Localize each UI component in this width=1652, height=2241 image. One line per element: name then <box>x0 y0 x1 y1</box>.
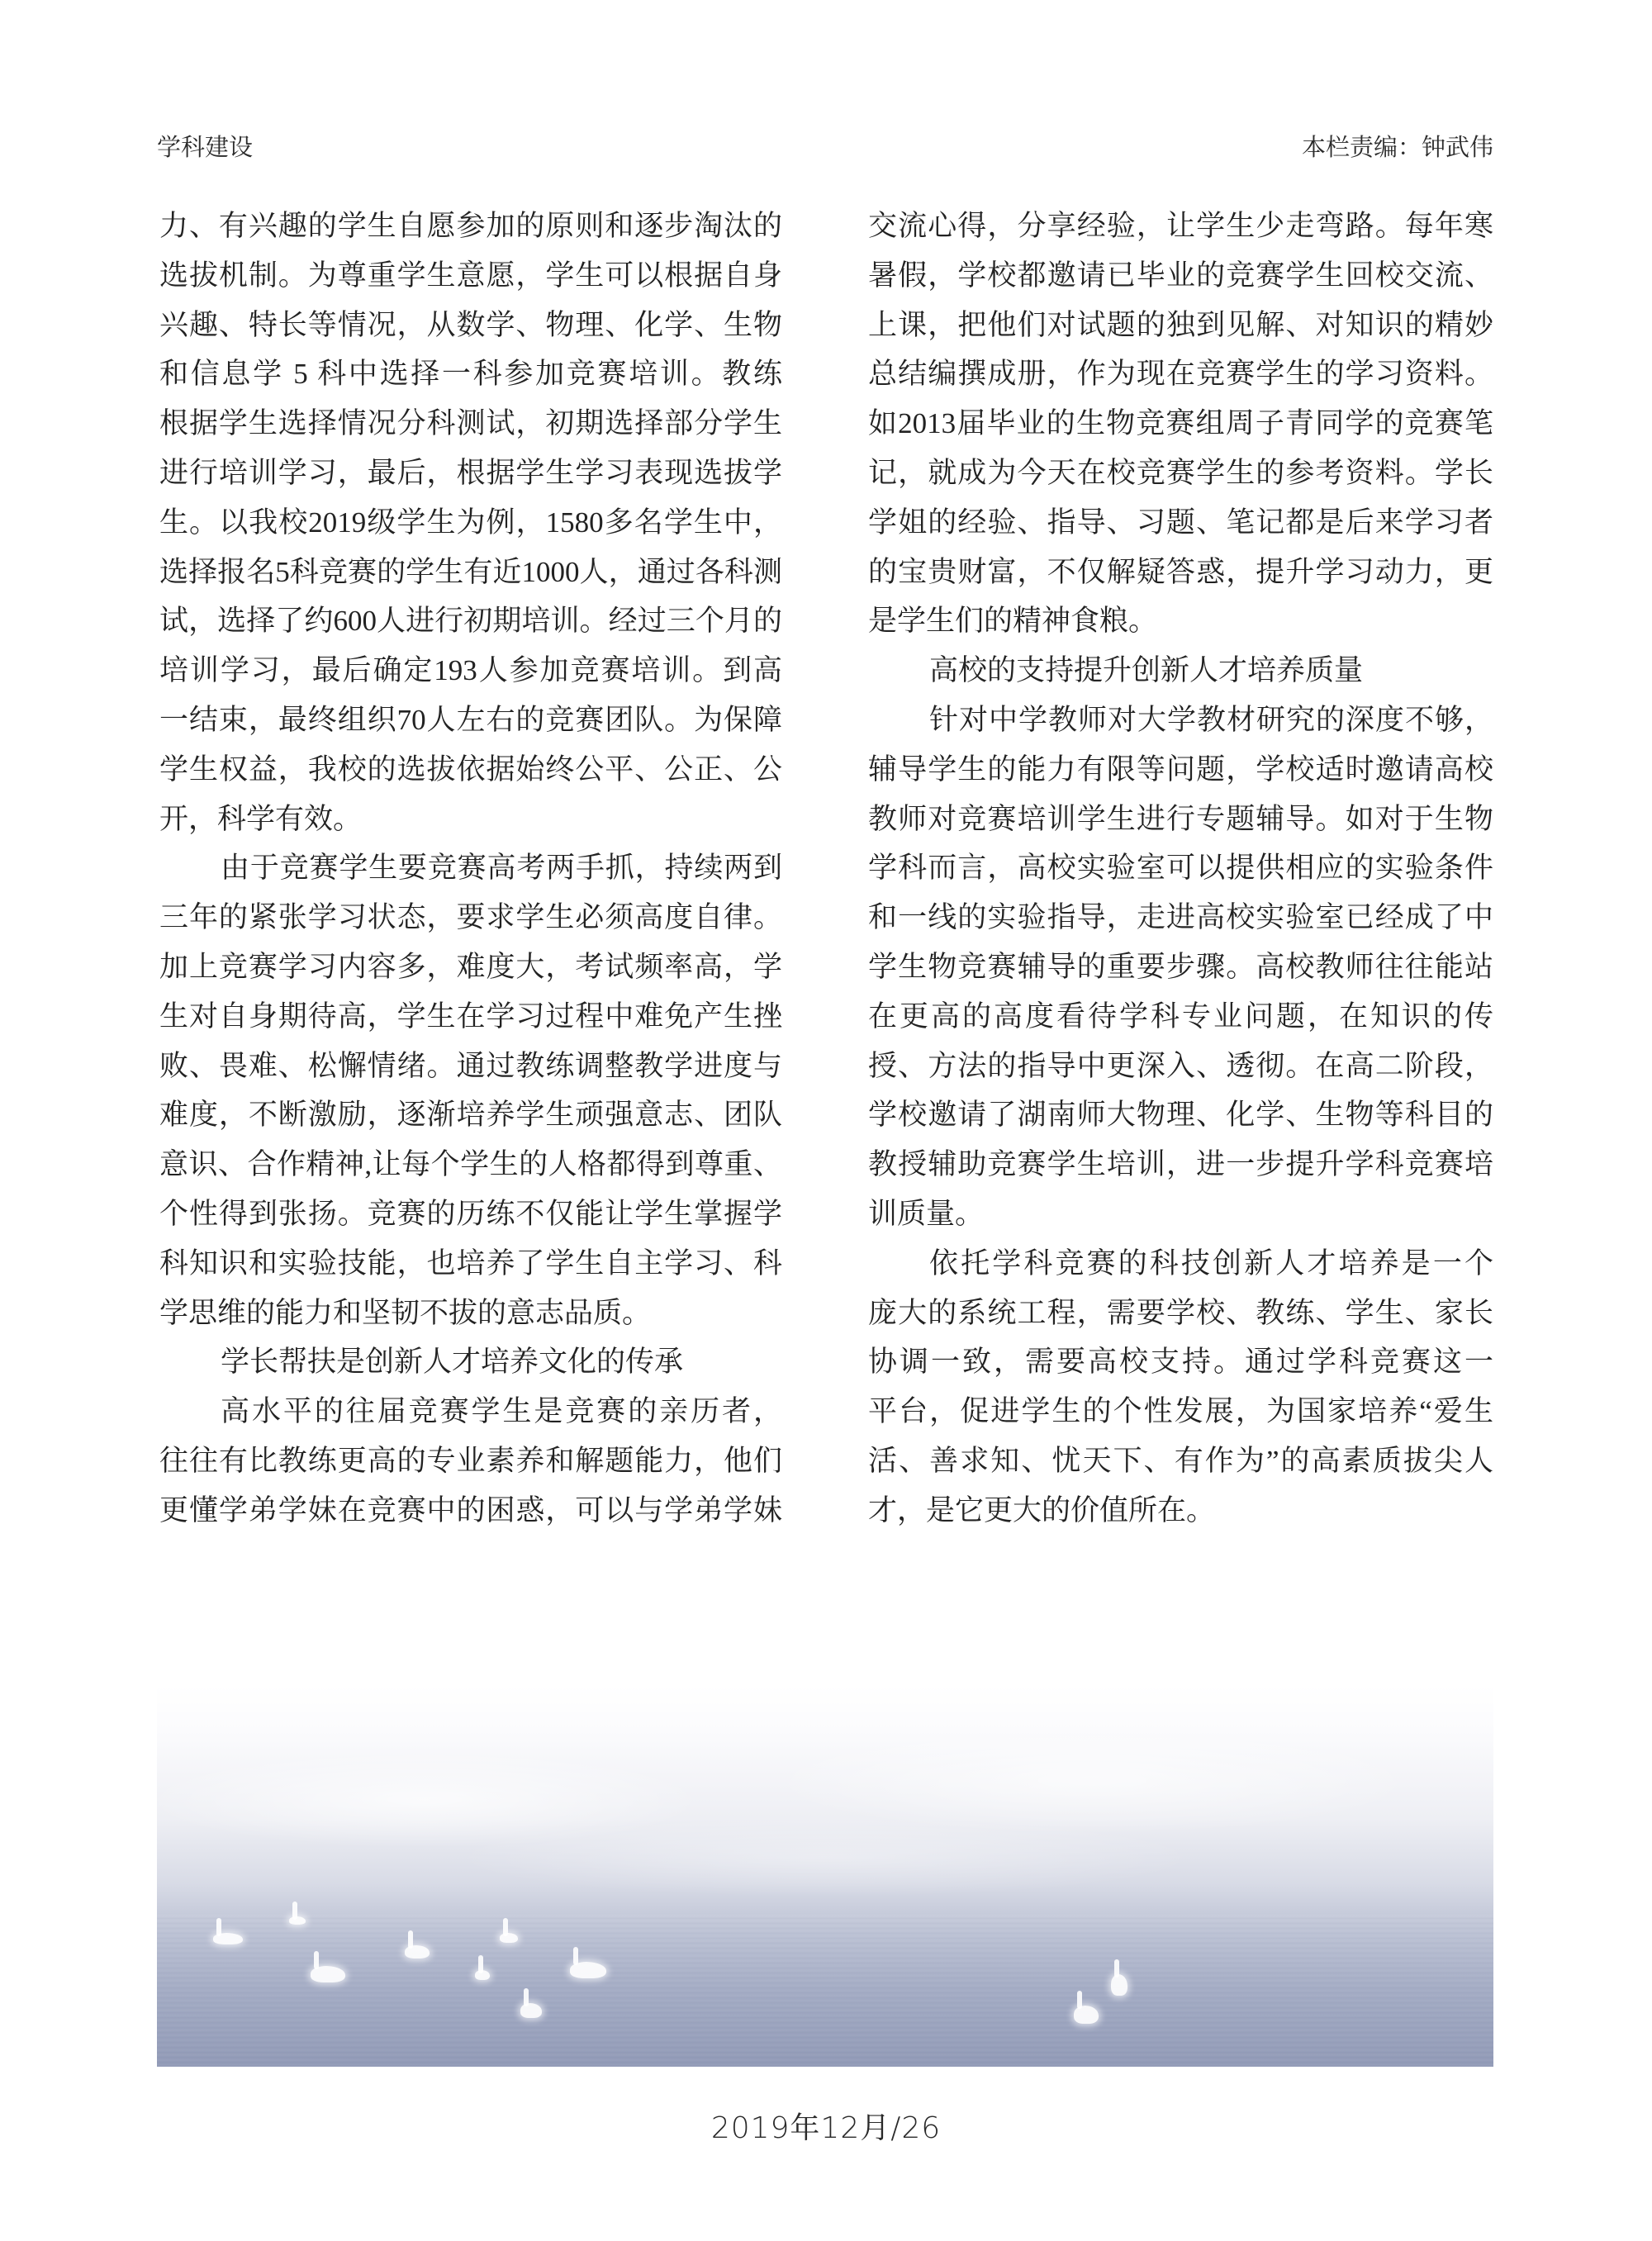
text-line: 往往有比教练更高的专业素养和解题能力，他们 <box>159 1444 782 1477</box>
text-line: 针对中学教师对大学教材研究的深度不够， <box>929 703 1493 736</box>
swan <box>289 1916 306 1925</box>
text-line: 学生物竞赛辅导的重要步骤。高校教师往往能站 <box>868 950 1493 983</box>
swan <box>213 1933 243 1944</box>
text-line: 学校邀请了湖南师大物理、化学、生物等科目的 <box>868 1099 1493 1132</box>
text-line: 选拔机制。为尊重学生意愿，学生可以根据自身 <box>159 259 782 292</box>
text-line: 兴趣、特长等情况，从数学、物理、化学、生物 <box>159 308 782 341</box>
text-line: 辅导学生的能力有限等问题，学校适时邀请高校 <box>868 753 1493 786</box>
column-editor: 本栏责编：钟武伟 <box>1301 133 1493 161</box>
text-line: 教师对竞赛培训学生进行专题辅导。如对于生物 <box>868 802 1493 835</box>
text-line: 生对自身期待高，学生在学习过程中难免产生挫 <box>159 999 782 1033</box>
text-line: 难度，不断激励，逐渐培养学生顽强意志、团队 <box>159 1099 782 1132</box>
swan <box>311 1966 345 1982</box>
text-line: 生。以我校2019级学生为例，1580多名学生中， <box>159 506 782 539</box>
text-line: 学科而言，高校实验室可以提供相应的实验条件 <box>868 852 1493 885</box>
text-line: 力、有兴趣的学生自愿参加的原则和逐步淘汰的 <box>159 210 782 242</box>
text-line: 加上竞赛学习内容多，难度大，考试频率高，学 <box>159 950 782 983</box>
text-line: 一结束，最终组织70人左右的竞赛团队。为保障 <box>159 703 782 736</box>
text-line: 培训学习，最后确定193人参加竞赛培训。到高 <box>159 654 782 687</box>
text-line: 记，就成为今天在校竞赛学生的参考资料。学长 <box>868 456 1493 489</box>
text-line: 由于竞赛学生要竞赛高考两手抓，持续两到 <box>221 852 782 885</box>
text-line: 是学生们的精神食粮。 <box>868 605 1158 638</box>
text-line: 总结编撰成册，作为现在竞赛学生的学习资料。 <box>868 358 1493 391</box>
water-ripples <box>157 1914 1493 2067</box>
swans-in-fog-photo <box>157 1685 1493 2067</box>
swan <box>520 2003 542 2018</box>
text-line: 才，是它更大的价值所在。 <box>868 1493 1216 1526</box>
text-line: 高水平的往届竞赛学生是竞赛的亲历者， <box>221 1395 782 1428</box>
text-line: 高校的支持提升创新人才培养质量 <box>929 654 1364 687</box>
text-line: 庞大的系统工程，需要学校、教练、学生、家长 <box>868 1296 1493 1329</box>
swan <box>1074 2006 1099 2024</box>
text-line: 如2013届毕业的生物竞赛组周子青同学的竞赛笔 <box>868 407 1493 440</box>
article-column-left <box>159 202 782 1536</box>
text-line: 平台，促进学生的个性发展，为国家培养“爱生 <box>868 1395 1493 1428</box>
text-line: 个性得到张扬。竞赛的历练不仅能让学生掌握学 <box>159 1197 782 1230</box>
text-line: 暑假，学校都邀请已毕业的竞赛学生回校交流、 <box>868 259 1493 292</box>
swan <box>1111 1974 1127 1996</box>
text-line: 授、方法的指导中更深入、透彻。在高二阶段， <box>868 1049 1493 1082</box>
swan <box>500 1933 518 1943</box>
text-line: 在更高的高度看待学科专业问题，在知识的传 <box>868 999 1493 1033</box>
text-line: 学生权益，我校的选拔依据始终公平、公正、公 <box>159 753 782 786</box>
text-line: 的宝贵财富，不仅解疑答惑，提升学习动力，更 <box>868 555 1493 588</box>
text-line: 试，选择了约600人进行初期培训。经过三个月的 <box>159 605 782 638</box>
text-line: 和一线的实验指导，走进高校实验室已经成了中 <box>868 901 1493 934</box>
text-line: 学长帮扶是创新人才培养文化的传承 <box>221 1346 684 1379</box>
article-column-right <box>868 202 1493 1536</box>
text-line: 科知识和实验技能，也培养了学生自主学习、科 <box>159 1246 782 1280</box>
text-line: 训质量。 <box>868 1197 985 1230</box>
text-line: 选择报名5科竞赛的学生有近1000人，通过各科测 <box>159 555 782 588</box>
text-line: 上课，把他们对试题的独到见解、对知识的精妙 <box>868 308 1493 341</box>
text-line: 根据学生选择情况分科测试，初期选择部分学生 <box>159 407 782 440</box>
text-line: 学姐的经验、指导、习题、笔记都是后来学习者 <box>868 506 1493 539</box>
text-line: 学思维的能力和坚韧不拔的意志品质。 <box>159 1296 652 1329</box>
text-line: 败、畏难、松懈情绪。通过教练调整教学进度与 <box>159 1049 782 1082</box>
text-line: 进行培训学习，最后，根据学生学习表现选拔学 <box>159 456 782 489</box>
text-line: 开，科学有效。 <box>159 802 363 835</box>
text-line: 意识、合作精神,让每个学生的人格都得到尊重、 <box>159 1148 782 1181</box>
text-line: 协调一致，需要高校支持。通过学科竞赛这一 <box>868 1346 1493 1379</box>
swan <box>405 1945 430 1959</box>
section-title: 学科建设 <box>157 133 254 161</box>
text-line: 更懂学弟学妹在竞赛中的困惑，可以与学弟学妹 <box>159 1493 782 1526</box>
text-line: 活、善求知、忧天下、有作为”的高素质拔尖人 <box>868 1444 1493 1477</box>
page-footer: 2019年12月/26 <box>710 2111 942 2145</box>
text-line: 和信息学 5 科中选择一科参加竞赛培训。教练 <box>159 358 782 391</box>
text-line: 教授辅助竞赛学生培训，进一步提升学科竞赛培 <box>868 1148 1493 1181</box>
swan <box>570 1962 606 1978</box>
swan <box>475 1970 490 1980</box>
text-line: 依托学科竞赛的科技创新人才培养是一个 <box>929 1246 1493 1280</box>
text-line: 交流心得，分享经验，让学生少走弯路。每年寒 <box>868 210 1493 242</box>
text-line: 三年的紧张学习状态，要求学生必须高度自律。 <box>159 901 782 934</box>
